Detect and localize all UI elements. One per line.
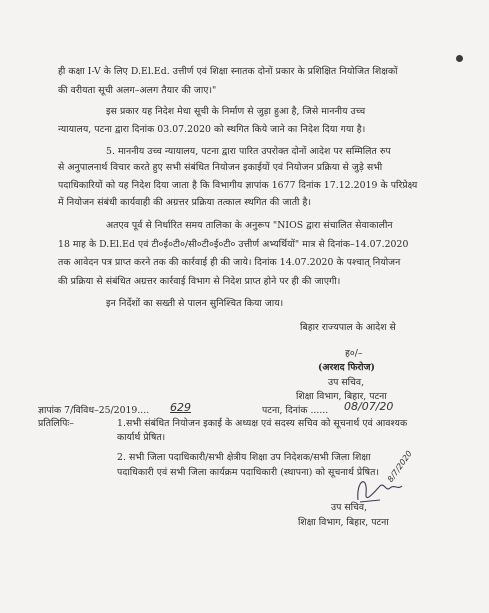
copy-item2-line2: पदाधिकारी एवं सभी जिला कार्यक्रम पदाधिकारी (स्थापना) को सूचनार्थ प्रेषित। <box>117 467 380 478</box>
signatory-dept: शिक्षा विभाग, बिहार, पटना <box>296 391 387 402</box>
para3-line1: 5. माननीय उच्च न्यायालय, पटना द्वारा पारित उपरोक्त दोनों आदेश पर सम्मिलित रुप <box>106 146 391 157</box>
para3-line4: में नियोजन संबंधी कार्यवाही की अग्रत्तर प्रक्रिया तत्काल स्थगित की जाती है। <box>58 197 312 208</box>
copy-label: प्रतिलिपिः– <box>38 418 74 429</box>
para3-line3: पदाधिकारियों को यह निदेश दिया जाता है कि विभागीय ज्ञापांक 1677 दिनांक 17.12.2019 के परिप्रेक्ष्य <box>58 180 418 191</box>
para4-line4: की प्रक्रिया से संबंधित अग्रत्तर कार्रवाई विभाग से निदेश प्राप्त होने पर ही की जाएगी। <box>58 276 341 287</box>
para1-line2: की वरीयता सूची अलग–अलग तैयार की जाए।" <box>58 85 217 96</box>
signature-mark: ह०/– <box>345 348 363 359</box>
footer-handwritten-date: 8/7/2020 <box>385 449 414 484</box>
copy-item1-line1: 1.सभी संबंधित नियोजन इकाई के अध्यक्ष एवं सदस्य सचिव को सूचनार्थ एवं आवश्यक <box>117 418 408 429</box>
memo-number-label: ज्ञापांक 7/विविध–25/2019.... <box>38 405 150 416</box>
memo-handwritten-number: 629 <box>170 401 191 414</box>
memo-handwritten-date: 08/07/20 <box>344 400 394 413</box>
para5-line1: इन निर्देशों का सख्ती से पालन सुनिश्चित किया जाय। <box>106 298 284 309</box>
para2-line1: इस प्रकार यह निदेश मेधा सूची के निर्माण से जुड़ा हुआ है, जिसे माननीय उच्च <box>106 106 366 117</box>
footer-dept: शिक्षा विभाग, बिहार, पटना <box>298 517 389 528</box>
signatory-name: (अरशद फिरोज) <box>318 362 375 373</box>
para1-line1: ही कक्षा I-V के लिए D.El.Ed. उत्तीर्ण एवं शिक्षा स्नातक दोनों प्रकार के प्रशिक्षित नियोजित शिक्षकों <box>58 66 398 77</box>
footer-designation: उप सचिव, <box>331 502 368 513</box>
copy-item2-line1: 2. सभी जिला पदाधिकारी/सभी क्षेत्रीय शिक्षा उप निदेशक/सभी जिला शिक्षा <box>117 452 371 463</box>
punch-hole-mark <box>456 55 463 62</box>
para4-line3: तक आवेदन पत्र प्राप्त करने तक की कार्रवाई ही की जाये। दिनांक 14.07.2020 के पश्चात् नियोजन <box>58 257 401 268</box>
signatory-designation: उप सचिव, <box>328 377 365 388</box>
para4-line2: 18 माह के D.El.Ed एवं टी०ई०टी०/सी०टी०ई०टी० उत्तीर्ण अभ्यर्थियों" मात्र से दिनांक–14.07.2020 <box>58 239 409 250</box>
para2-line2: न्यायालय, पटना द्वारा दिनांक 03.07.2020 को स्थगित किये जाने का निदेश दिया गया है। <box>58 124 366 135</box>
place-date-label: पटना, दिनांक ...... <box>262 405 329 416</box>
order-line: बिहार राज्यपाल के आदेश से <box>300 322 396 333</box>
para4-line1: अतएव पूर्व से निर्धारित समय तालिका के अनुरूप "NIOS द्वारा संचालित सेवाकालीन <box>106 220 393 231</box>
para3-line2: से अनुपालनार्थ विचार करते हुए सभी संबंधित नियोजन इकाईयों एवं नियोजन प्रक्रिया से जुड़े सभी <box>58 162 383 173</box>
copy-item1-line2: कार्यार्थ प्रेषित। <box>117 432 166 443</box>
